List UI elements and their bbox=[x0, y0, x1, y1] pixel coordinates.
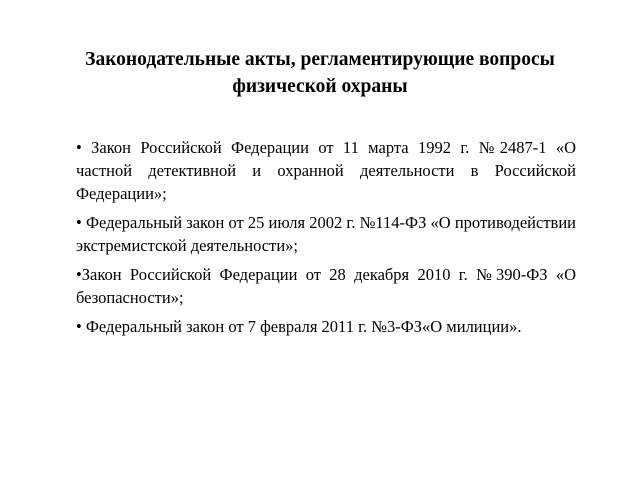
law-list bbox=[76, 136, 576, 344]
slide-title: Законодательные акты, регламентирующие вопросы физической охраны bbox=[85, 49, 555, 97]
law-item: • Федеральный закон от 7 февраля 2011 г. №3-ФЗ«О милиции». bbox=[76, 317, 522, 336]
law-item: • Федеральный закон от 25 июля 2002 г. №114-ФЗ «О противодействии экстремистской деятельности»; bbox=[76, 213, 576, 255]
law-item: • Закон Российской Федерации от 11 марта 1992 г. №2487-1 «О частной детективной и охранной деятельности в Российской Федерации»; bbox=[76, 138, 576, 203]
law-item: •Закон Российской Федерации от 28 декабря 2010 г. №390-ФЗ «О безопасности»; bbox=[76, 265, 576, 307]
